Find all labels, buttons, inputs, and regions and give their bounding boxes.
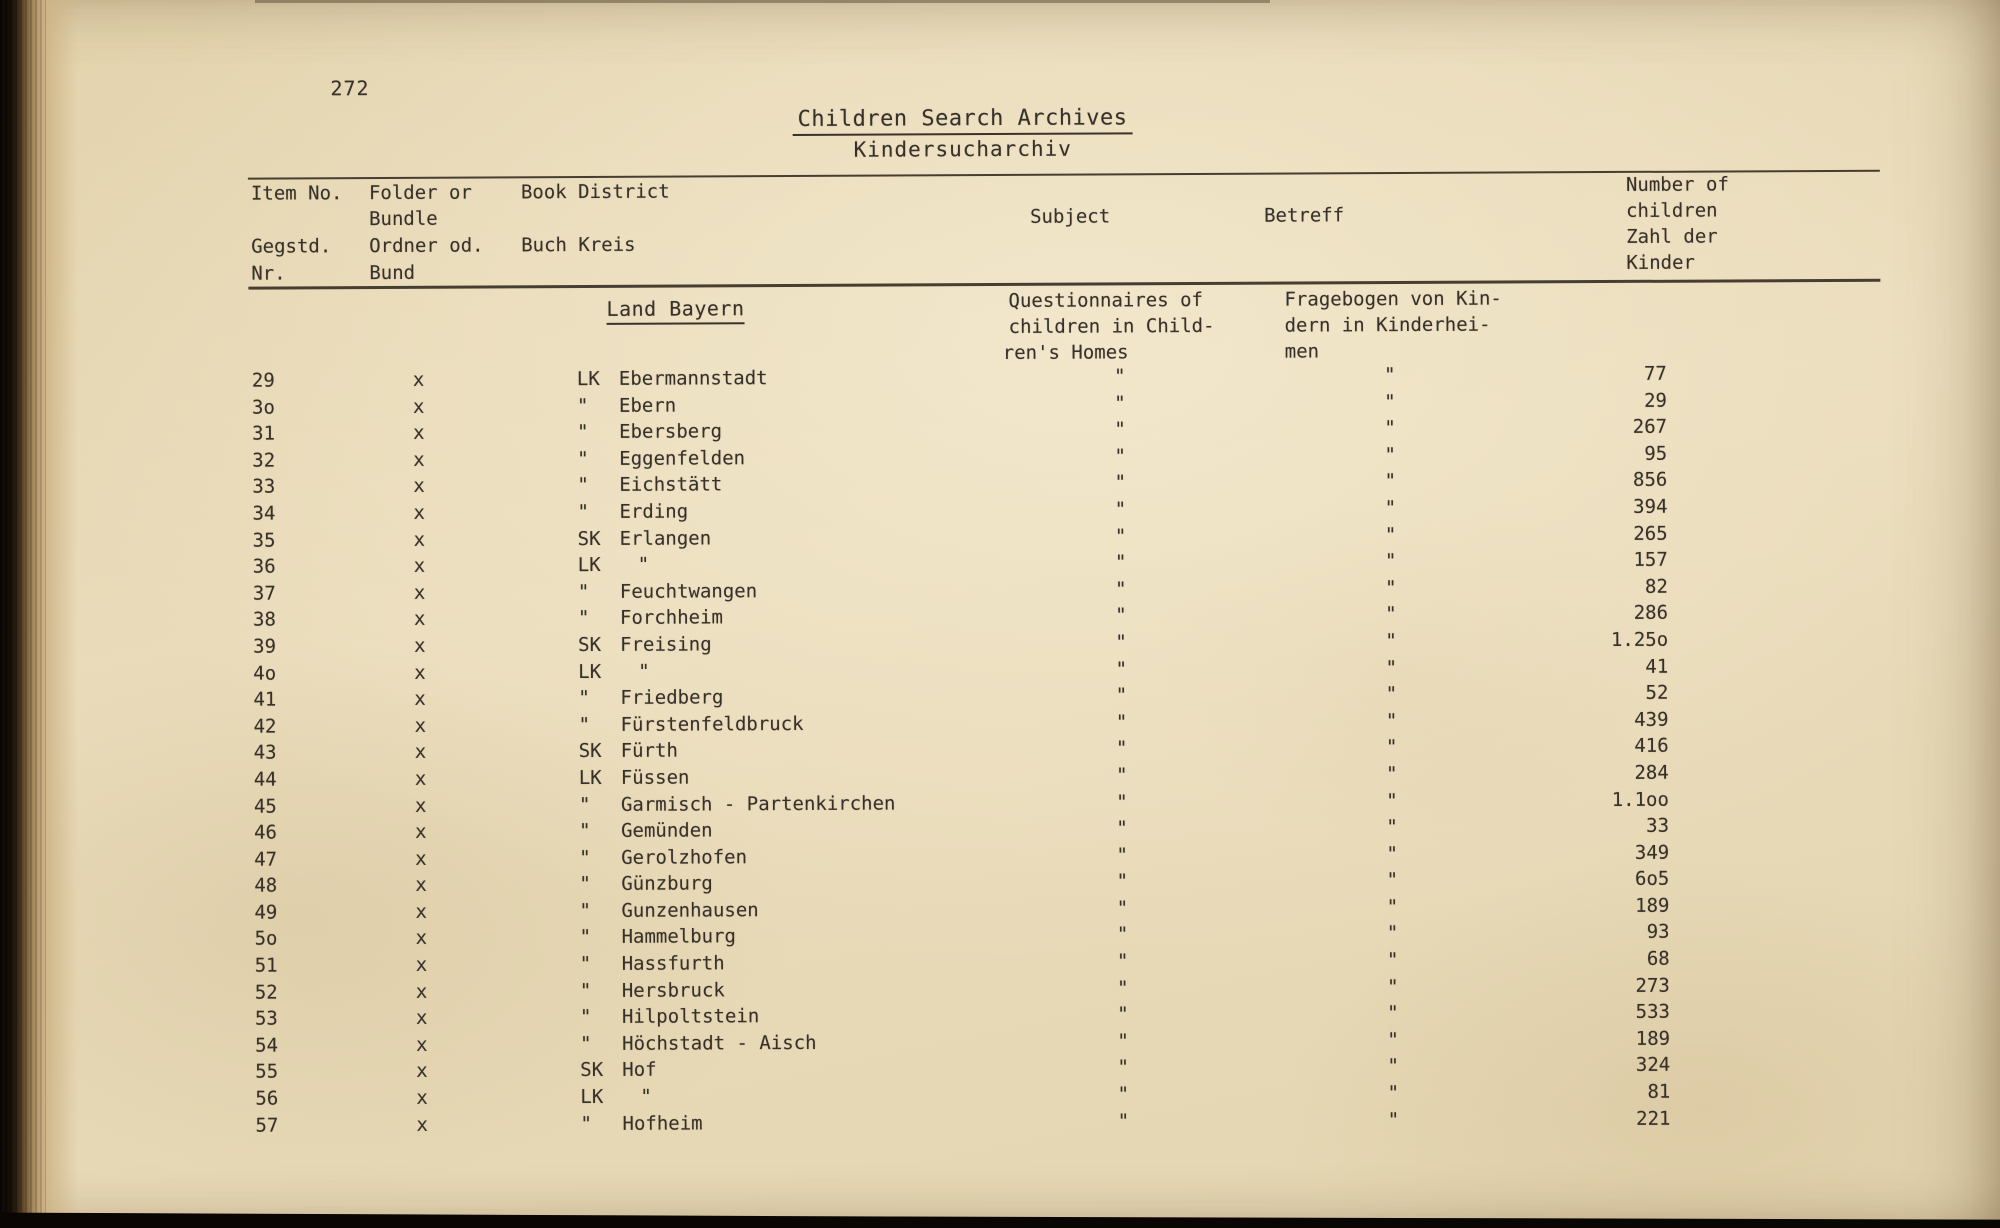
- row-district-type: LK: [576, 367, 600, 391]
- row-subject-ditto: ": [1116, 923, 1129, 946]
- betreff-note-line-3: men: [1284, 340, 1320, 363]
- row-subject-ditto: ": [1115, 711, 1128, 734]
- table-body: [0, 359, 2000, 1140]
- row-district-type: ": [579, 953, 592, 976]
- col-header-item-no-de-2: Nr.: [251, 262, 286, 285]
- row-subject-ditto: ": [1116, 790, 1128, 813]
- row-betreff-ditto: ": [1385, 629, 1397, 653]
- col-header-subject-de: Betreff: [1264, 204, 1345, 227]
- row-folder-mark: x: [416, 1033, 428, 1056]
- col-header-folder-en-2: Bundle: [369, 207, 438, 231]
- row-district-name: Ebersberg: [619, 420, 723, 444]
- row-district-type: LK: [580, 1085, 604, 1109]
- row-item-number: 49: [254, 901, 278, 924]
- row-betreff-ditto: ": [1386, 949, 1399, 972]
- row-children-count: 286: [1633, 602, 1669, 625]
- row-folder-mark: x: [413, 448, 425, 471]
- row-folder-mark: x: [414, 687, 426, 710]
- row-betreff-ditto: ": [1384, 523, 1397, 546]
- col-header-children-en-2: children: [1625, 199, 1718, 222]
- row-district-type: ": [579, 899, 591, 922]
- row-folder-mark: x: [412, 368, 425, 391]
- row-folder-mark: x: [413, 501, 426, 524]
- row-item-number: 53: [254, 1007, 278, 1030]
- row-subject-ditto: ": [1114, 365, 1126, 388]
- row-betreff-ditto: ": [1385, 736, 1398, 759]
- row-district-type: ": [577, 447, 589, 470]
- row-children-count: 1.1oo: [1611, 788, 1669, 811]
- row-children-count: 856: [1632, 469, 1668, 492]
- row-children-count: 93: [1646, 921, 1670, 944]
- row-item-number: 31: [252, 422, 276, 445]
- row-children-count: 6o5: [1634, 868, 1670, 891]
- row-children-count: 95: [1644, 442, 1668, 465]
- row-item-number: 33: [252, 475, 276, 499]
- row-item-number: 35: [252, 529, 276, 552]
- row-folder-mark: x: [415, 927, 428, 950]
- page-number: 272: [330, 76, 370, 101]
- row-subject-ditto: ": [1114, 524, 1127, 547]
- row-children-count: 439: [1634, 708, 1669, 731]
- row-folder-mark: x: [413, 554, 426, 578]
- row-item-number: 32: [252, 449, 276, 472]
- row-item-number: 45: [253, 795, 277, 818]
- row-district-name: Fürth: [620, 739, 678, 763]
- row-district-name: Erlangen: [619, 526, 712, 550]
- row-district-type: ": [580, 1032, 592, 1055]
- row-children-count: 221: [1636, 1107, 1671, 1130]
- row-folder-mark: x: [414, 741, 427, 764]
- row-district-name: Hilpoltstein: [621, 1005, 760, 1029]
- row-subject-ditto: ": [1117, 1056, 1129, 1079]
- row-betreff-ditto: ": [1387, 975, 1399, 998]
- row-betreff-ditto: ": [1385, 709, 1398, 732]
- row-subject-ditto: ": [1115, 684, 1128, 707]
- row-folder-mark: x: [414, 714, 427, 737]
- col-header-children-de-2: Kinder: [1626, 251, 1695, 274]
- row-subject-ditto: ": [1115, 657, 1128, 680]
- row-district-name: Höchstadt - Aisch: [622, 1031, 817, 1055]
- col-header-book-de: Buch Kreis: [521, 233, 636, 257]
- row-subject-ditto: ": [1117, 1030, 1129, 1053]
- row-subject-ditto: ": [1116, 844, 1128, 867]
- row-folder-mark: x: [415, 874, 427, 897]
- row-item-number: 57: [255, 1114, 279, 1137]
- row-district-name: ": [640, 1085, 652, 1108]
- row-item-number: 34: [252, 502, 276, 525]
- row-folder-mark: x: [413, 608, 426, 631]
- row-folder-mark: x: [414, 634, 426, 657]
- row-children-count: 189: [1635, 894, 1670, 917]
- row-subject-ditto: ": [1114, 471, 1127, 494]
- row-subject-ditto: ": [1114, 551, 1127, 574]
- row-children-count: 157: [1633, 548, 1668, 572]
- row-district-name: Erding: [619, 500, 689, 523]
- row-district-name: ": [637, 553, 650, 576]
- row-subject-ditto: ": [1116, 764, 1128, 787]
- row-folder-mark: x: [413, 581, 426, 604]
- row-district-name: Hassfurth: [621, 952, 725, 975]
- row-district-name: Ebermannstadt: [618, 367, 768, 390]
- row-district-name: Garmisch - Partenkirchen: [620, 792, 896, 816]
- row-district-name: Eichstätt: [619, 473, 723, 497]
- row-subject-ditto: ": [1116, 817, 1128, 840]
- row-district-name: Hersbruck: [621, 979, 725, 1002]
- row-betreff-ditto: ": [1386, 922, 1399, 945]
- title-block: [0, 101, 1928, 166]
- row-district-type: ": [579, 846, 591, 869]
- page-title: Children Search Archives: [793, 105, 1133, 136]
- row-children-count: 33: [1646, 814, 1670, 837]
- row-district-type: ": [579, 1006, 592, 1029]
- col-header-folder-de-2: Bund: [369, 261, 416, 285]
- row-district-name: Ebern: [618, 394, 677, 417]
- row-subject-ditto: ": [1114, 418, 1126, 441]
- row-item-number: 54: [255, 1034, 279, 1057]
- col-header-item-no-de-1: Gegstd.: [251, 235, 332, 258]
- row-children-count: 265: [1633, 522, 1668, 545]
- section-title: Land Bayern: [606, 295, 744, 325]
- row-subject-ditto: ": [1115, 631, 1127, 654]
- row-district-type: ": [580, 1112, 592, 1135]
- row-children-count: 41: [1645, 655, 1669, 678]
- row-betreff-ditto: ": [1384, 364, 1396, 387]
- row-folder-mark: x: [414, 794, 427, 817]
- row-district-name: Hammelburg: [621, 925, 737, 949]
- betreff-note-line-2: dern in Kinderhei-: [1284, 313, 1491, 337]
- row-district-name: Gunzenhausen: [621, 899, 759, 922]
- row-item-number: 51: [254, 954, 278, 977]
- row-district-type: LK: [578, 660, 602, 683]
- col-header-item-no-en: Item No.: [250, 182, 343, 205]
- row-subject-ditto: ": [1116, 950, 1129, 973]
- row-district-name: Gemünden: [621, 819, 713, 842]
- col-header-children-en-1: Number of: [1625, 173, 1729, 196]
- row-betreff-ditto: ": [1386, 869, 1399, 892]
- col-header-children-de-1: Zahl der: [1626, 225, 1718, 248]
- row-subject-ditto: ": [1117, 977, 1129, 1000]
- row-district-name: Friedberg: [620, 686, 724, 709]
- row-folder-mark: x: [414, 661, 426, 684]
- row-district-type: ": [577, 474, 589, 497]
- row-children-count: 267: [1632, 415, 1668, 439]
- row-item-number: 3o: [251, 396, 275, 419]
- row-children-count: 68: [1646, 947, 1670, 970]
- row-subject-ditto: ": [1117, 1109, 1130, 1133]
- row-district-name: Eggenfelden: [619, 447, 746, 470]
- row-subject-ditto: ": [1115, 604, 1127, 627]
- row-betreff-ditto: ": [1387, 1028, 1399, 1051]
- row-item-number: 47: [254, 848, 278, 871]
- row-item-number: 5o: [254, 928, 278, 951]
- row-betreff-ditto: ": [1385, 683, 1398, 706]
- row-district-name: Fürstenfeldbruck: [620, 712, 804, 736]
- row-item-number: 52: [254, 981, 278, 1004]
- row-betreff-ditto: ": [1385, 656, 1398, 679]
- row-district-type: SK: [578, 740, 602, 763]
- row-district-type: LK: [578, 766, 602, 789]
- row-folder-mark: x: [415, 820, 427, 843]
- row-district-name: Günzburg: [621, 872, 713, 896]
- row-children-count: 189: [1635, 1027, 1671, 1050]
- row-item-number: 42: [253, 715, 277, 738]
- row-district-type: ": [579, 926, 592, 949]
- row-children-count: 29: [1644, 389, 1668, 412]
- row-folder-mark: x: [415, 900, 427, 923]
- row-children-count: 324: [1635, 1054, 1671, 1077]
- row-district-name: Forchheim: [619, 606, 724, 630]
- row-children-count: 533: [1635, 1000, 1671, 1024]
- row-district-type: SK: [580, 1059, 604, 1082]
- row-district-type: ": [577, 421, 589, 444]
- row-district-type: SK: [578, 633, 602, 656]
- row-children-count: 273: [1635, 974, 1670, 997]
- row-item-number: 41: [253, 688, 277, 711]
- row-district-name: Gerolzhofen: [621, 845, 748, 869]
- row-district-type: ": [579, 820, 591, 843]
- row-betreff-ditto: ": [1384, 390, 1396, 413]
- row-district-type: ": [577, 500, 590, 524]
- row-children-count: 394: [1633, 495, 1668, 518]
- row-folder-mark: x: [416, 1113, 428, 1136]
- subject-note-line-2: children in Child-: [1008, 314, 1215, 338]
- row-subject-ditto: ": [1115, 737, 1128, 760]
- row-children-count: 416: [1634, 735, 1669, 758]
- row-district-type: ": [578, 713, 591, 736]
- row-children-count: 1.25o: [1610, 628, 1669, 651]
- col-header-book-en: Book District: [520, 180, 670, 204]
- row-betreff-ditto: ": [1386, 842, 1398, 865]
- row-district-name: Freising: [620, 633, 712, 656]
- row-children-count: 52: [1645, 681, 1669, 704]
- row-folder-mark: x: [415, 1007, 428, 1030]
- row-betreff-ditto: ": [1384, 417, 1396, 440]
- row-subject-ditto: ": [1114, 391, 1126, 415]
- row-district-type: ": [579, 873, 591, 896]
- row-betreff-ditto: ": [1384, 443, 1396, 466]
- row-item-number: 38: [252, 608, 276, 631]
- row-folder-mark: x: [415, 953, 428, 976]
- row-item-number: 43: [253, 741, 277, 764]
- row-item-number: 36: [252, 555, 276, 578]
- row-children-count: 349: [1634, 841, 1670, 864]
- row-item-number: 39: [253, 635, 277, 658]
- row-children-count: 284: [1634, 761, 1669, 784]
- row-folder-mark: x: [412, 395, 425, 418]
- row-folder-mark: x: [416, 1086, 428, 1109]
- row-betreff-ditto: ": [1384, 550, 1397, 573]
- row-item-number: 55: [255, 1060, 279, 1084]
- betreff-note-line-1: Fragebogen von Kin-: [1284, 287, 1502, 311]
- row-folder-mark: x: [416, 1060, 428, 1083]
- row-item-number: 46: [254, 821, 278, 844]
- row-folder-mark: x: [415, 980, 428, 1003]
- row-item-number: 44: [253, 768, 277, 791]
- row-betreff-ditto: ": [1385, 762, 1398, 786]
- row-item-number: 56: [255, 1087, 279, 1110]
- row-betreff-ditto: ": [1386, 816, 1398, 839]
- row-subject-ditto: ": [1114, 445, 1127, 468]
- row-subject-ditto: ": [1114, 498, 1127, 521]
- row-district-type: SK: [577, 527, 601, 550]
- row-children-count: 82: [1644, 575, 1668, 598]
- row-betreff-ditto: ": [1387, 1082, 1400, 1105]
- row-district-type: ": [576, 394, 589, 417]
- row-district-name: Füssen: [620, 766, 690, 789]
- row-betreff-ditto: ": [1386, 895, 1399, 918]
- row-district-type: ": [577, 607, 590, 630]
- row-betreff-ditto: ": [1385, 603, 1397, 626]
- row-betreff-ditto: ": [1384, 470, 1397, 493]
- row-children-count: 77: [1643, 362, 1667, 385]
- col-header-folder-en-1: Folder or: [368, 181, 472, 205]
- row-folder-mark: x: [413, 528, 426, 551]
- row-betreff-ditto: ": [1384, 497, 1397, 520]
- row-item-number: 4o: [253, 662, 277, 685]
- row-children-count: 81: [1647, 1080, 1671, 1103]
- page-subtitle: Kindersucharchiv: [853, 136, 1072, 162]
- row-betreff-ditto: ": [1387, 1002, 1399, 1025]
- row-subject-ditto: ": [1117, 1003, 1129, 1026]
- row-betreff-ditto: ": [1385, 576, 1397, 599]
- col-header-folder-de-1: Ordner od.: [369, 234, 484, 258]
- row-item-number: 37: [252, 582, 276, 605]
- row-subject-ditto: ": [1116, 870, 1129, 893]
- row-betreff-ditto: ": [1386, 789, 1398, 812]
- row-betreff-ditto: ": [1387, 1108, 1400, 1131]
- row-subject-ditto: ": [1117, 1083, 1130, 1106]
- row-item-number: 29: [251, 369, 275, 392]
- row-folder-mark: x: [413, 475, 425, 498]
- row-district-name: ": [638, 660, 650, 683]
- row-district-name: Hofheim: [622, 1112, 703, 1135]
- subject-note-line-1: Questionnaires of: [1008, 289, 1203, 312]
- row-district-type: ": [578, 793, 591, 816]
- row-district-type: LK: [577, 554, 601, 577]
- row-folder-mark: x: [415, 847, 427, 870]
- row-betreff-ditto: ": [1387, 1055, 1399, 1078]
- row-district-type: ": [579, 979, 592, 1002]
- row-district-name: Hof: [622, 1059, 657, 1082]
- row-subject-ditto: ": [1115, 578, 1127, 601]
- col-header-subject-en: Subject: [1030, 205, 1111, 228]
- row-district-name: Feuchtwangen: [619, 579, 758, 603]
- row-folder-mark: x: [414, 767, 427, 790]
- subject-note-line-3: ren's Homes: [1002, 341, 1129, 364]
- row-item-number: 48: [254, 874, 278, 897]
- row-folder-mark: x: [413, 421, 425, 445]
- row-district-type: ": [578, 687, 590, 710]
- row-district-type: ": [577, 580, 590, 603]
- row-subject-ditto: ": [1116, 897, 1129, 920]
